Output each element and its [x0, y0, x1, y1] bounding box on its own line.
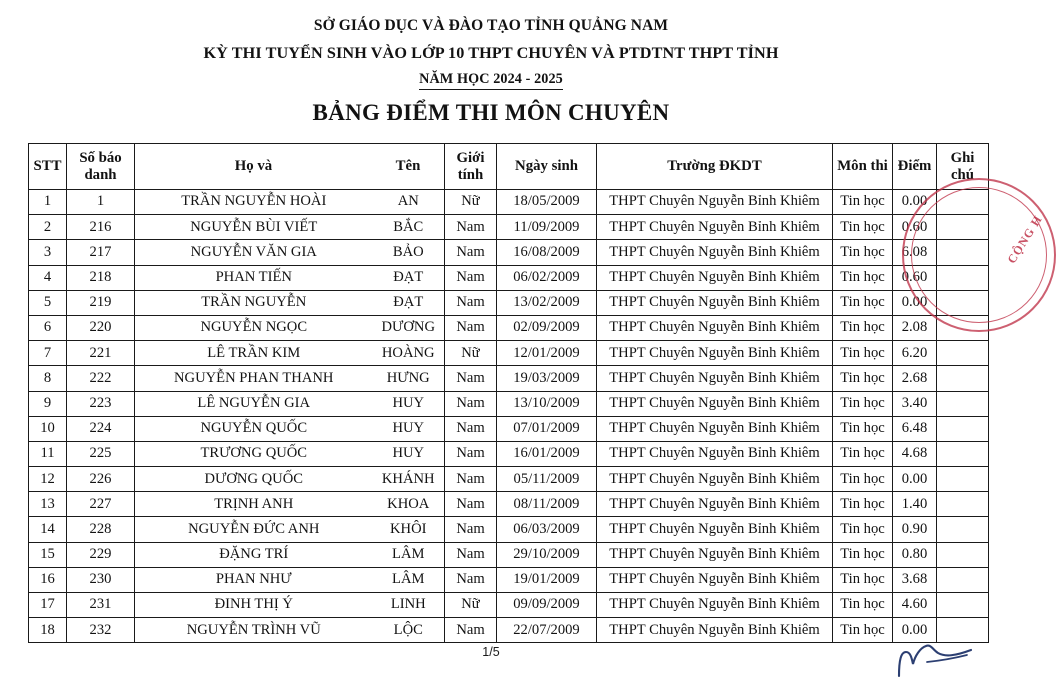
col-header-gender-line1: Giới	[456, 149, 485, 166]
cell-gender: Nam	[445, 366, 497, 391]
cell-subject: Tin học	[833, 618, 893, 643]
cell-school: THPT Chuyên Nguyễn Bỉnh Khiêm	[597, 542, 833, 567]
cell-gender: Nam	[445, 492, 497, 517]
cell-note	[937, 441, 989, 466]
cell-sbd: 227	[67, 492, 135, 517]
cell-note	[937, 215, 989, 240]
table-row	[29, 366, 989, 391]
cell-subject: Tin học	[833, 265, 893, 290]
cell-given-name: LÂM	[373, 567, 445, 592]
table-row	[29, 467, 989, 492]
table-row	[29, 265, 989, 290]
col-header-gender-line2: tính	[457, 166, 484, 183]
cell-birthdate: 16/08/2009	[497, 240, 597, 265]
cell-given-name: ĐẠT	[373, 290, 445, 315]
cell-gender: Nam	[445, 567, 497, 592]
cell-birthdate: 19/03/2009	[497, 366, 597, 391]
cell-gender: Nam	[445, 618, 497, 643]
cell-score: 0.90	[893, 517, 937, 542]
col-header-note	[937, 144, 989, 190]
cell-given-name: KHÔI	[373, 517, 445, 542]
cell-birthdate: 07/01/2009	[497, 416, 597, 441]
cell-note	[937, 290, 989, 315]
cell-gender: Nam	[445, 240, 497, 265]
cell-birthdate: 05/11/2009	[497, 467, 597, 492]
cell-family-name: TRỊNH ANH	[135, 492, 373, 517]
cell-subject: Tin học	[833, 315, 893, 340]
cell-family-name: NGUYỄN NGỌC	[135, 315, 373, 340]
cell-stt: 4	[29, 265, 67, 290]
cell-stt: 3	[29, 240, 67, 265]
cell-gender: Nam	[445, 517, 497, 542]
cell-sbd: 223	[67, 391, 135, 416]
cell-score: 0.00	[893, 618, 937, 643]
cell-given-name: LINH	[373, 593, 445, 618]
cell-stt: 2	[29, 215, 67, 240]
col-header-note-line2: chú	[950, 166, 975, 183]
table-row	[29, 215, 989, 240]
cell-gender: Nam	[445, 542, 497, 567]
cell-score: 0.00	[893, 190, 937, 215]
cell-birthdate: 13/10/2009	[497, 391, 597, 416]
table-header-row	[29, 144, 989, 190]
cell-sbd: 229	[67, 542, 135, 567]
cell-given-name: ĐẠT	[373, 265, 445, 290]
cell-subject: Tin học	[833, 441, 893, 466]
cell-birthdate: 02/09/2009	[497, 315, 597, 340]
table-row	[29, 416, 989, 441]
cell-gender: Nam	[445, 391, 497, 416]
cell-given-name: LÂM	[373, 542, 445, 567]
table-header	[29, 144, 989, 190]
page-title: BẢNG ĐIỂM THI MÔN CHUYÊN	[312, 99, 670, 125]
cell-family-name: LÊ NGUYỄN GIA	[135, 391, 373, 416]
cell-given-name: LỘC	[373, 618, 445, 643]
cell-birthdate: 29/10/2009	[497, 542, 597, 567]
cell-school: THPT Chuyên Nguyễn Bỉnh Khiêm	[597, 467, 833, 492]
cell-stt: 17	[29, 593, 67, 618]
cell-given-name: KHÁNH	[373, 467, 445, 492]
cell-school: THPT Chuyên Nguyễn Bỉnh Khiêm	[597, 416, 833, 441]
cell-sbd: 221	[67, 341, 135, 366]
cell-given-name: HƯNG	[373, 366, 445, 391]
cell-gender: Nữ	[445, 341, 497, 366]
cell-sbd: 231	[67, 593, 135, 618]
cell-note	[937, 315, 989, 340]
cell-gender: Nam	[445, 441, 497, 466]
cell-note	[937, 467, 989, 492]
cell-subject: Tin học	[833, 517, 893, 542]
cell-score: 6.08	[893, 240, 937, 265]
cell-sbd: 232	[67, 618, 135, 643]
official-stamp-text: CỘNG H	[1004, 212, 1045, 266]
cell-sbd: 222	[67, 366, 135, 391]
col-header-gender	[445, 144, 497, 190]
col-header-score: Điểm	[893, 144, 937, 190]
school-year-wrap	[0, 61, 982, 90]
cell-note	[937, 567, 989, 592]
cell-family-name: TRẦN NGUYỄN	[135, 290, 373, 315]
cell-note	[937, 492, 989, 517]
cell-sbd: 219	[67, 290, 135, 315]
col-header-school: Trường ĐKDT	[597, 144, 833, 190]
cell-stt: 5	[29, 290, 67, 315]
cell-school: THPT Chuyên Nguyễn Bỉnh Khiêm	[597, 618, 833, 643]
col-header-sbd-line1: Số báo	[79, 149, 122, 166]
cell-school: THPT Chuyên Nguyễn Bỉnh Khiêm	[597, 492, 833, 517]
cell-given-name: HUY	[373, 441, 445, 466]
cell-school: THPT Chuyên Nguyễn Bỉnh Khiêm	[597, 441, 833, 466]
table-row	[29, 517, 989, 542]
table-row	[29, 542, 989, 567]
table-row	[29, 391, 989, 416]
cell-stt: 10	[29, 416, 67, 441]
cell-family-name: PHAN TIẾN	[135, 265, 373, 290]
cell-family-name: NGUYỄN VĂN GIA	[135, 240, 373, 265]
cell-stt: 9	[29, 391, 67, 416]
table-row	[29, 341, 989, 366]
cell-birthdate: 08/11/2009	[497, 492, 597, 517]
cell-stt: 1	[29, 190, 67, 215]
cell-given-name: KHOA	[373, 492, 445, 517]
cell-school: THPT Chuyên Nguyễn Bỉnh Khiêm	[597, 366, 833, 391]
cell-sbd: 228	[67, 517, 135, 542]
cell-birthdate: 11/09/2009	[497, 215, 597, 240]
cell-subject: Tin học	[833, 290, 893, 315]
cell-family-name: LÊ TRẦN KIM	[135, 341, 373, 366]
department-name: SỞ GIÁO DỤC VÀ ĐÀO TẠO TỈNH QUẢNG NAM	[313, 17, 669, 34]
cell-note	[937, 265, 989, 290]
cell-note	[937, 391, 989, 416]
cell-score: 2.08	[893, 315, 937, 340]
table-row	[29, 315, 989, 340]
page-number: 1/5	[482, 645, 500, 659]
cell-gender: Nam	[445, 265, 497, 290]
cell-school: THPT Chuyên Nguyễn Bỉnh Khiêm	[597, 190, 833, 215]
cell-school: THPT Chuyên Nguyễn Bỉnh Khiêm	[597, 593, 833, 618]
cell-subject: Tin học	[833, 567, 893, 592]
cell-school: THPT Chuyên Nguyễn Bỉnh Khiêm	[597, 265, 833, 290]
cell-gender: Nữ	[445, 190, 497, 215]
cell-given-name: BẮC	[373, 215, 445, 240]
cell-score: 0.00	[893, 467, 937, 492]
cell-birthdate: 19/01/2009	[497, 567, 597, 592]
document-header	[0, 12, 982, 126]
cell-sbd: 218	[67, 265, 135, 290]
col-header-sbd	[67, 144, 135, 190]
cell-subject: Tin học	[833, 416, 893, 441]
col-header-fullname	[135, 144, 445, 190]
cell-stt: 11	[29, 441, 67, 466]
school-year: NĂM HỌC 2024 - 2025	[419, 72, 563, 90]
cell-school: THPT Chuyên Nguyễn Bỉnh Khiêm	[597, 240, 833, 265]
col-header-sbd-line2: danh	[84, 166, 117, 183]
cell-score: 4.68	[893, 441, 937, 466]
table-row	[29, 492, 989, 517]
grades-table-container	[28, 143, 975, 643]
cell-subject: Tin học	[833, 593, 893, 618]
table-row	[29, 441, 989, 466]
cell-birthdate: 22/07/2009	[497, 618, 597, 643]
cell-school: THPT Chuyên Nguyễn Bỉnh Khiêm	[597, 567, 833, 592]
cell-score: 3.68	[893, 567, 937, 592]
cell-family-name: PHAN NHƯ	[135, 567, 373, 592]
col-header-birthdate: Ngày sinh	[497, 144, 597, 190]
cell-family-name: TRƯƠNG QUỐC	[135, 441, 373, 466]
cell-stt: 7	[29, 341, 67, 366]
cell-score: 4.60	[893, 593, 937, 618]
exam-name: KỲ THI TUYỂN SINH VÀO LỚP 10 THPT CHUYÊN VÀ PTDTNT THPT TỈNH	[203, 43, 779, 62]
cell-given-name: BẢO	[373, 240, 445, 265]
cell-given-name: DƯƠNG	[373, 315, 445, 340]
cell-note	[937, 593, 989, 618]
cell-stt: 12	[29, 467, 67, 492]
cell-given-name: AN	[373, 190, 445, 215]
cell-sbd: 224	[67, 416, 135, 441]
cell-subject: Tin học	[833, 467, 893, 492]
cell-family-name: ĐẶNG TRÍ	[135, 542, 373, 567]
cell-subject: Tin học	[833, 366, 893, 391]
cell-gender: Nữ	[445, 593, 497, 618]
cell-gender: Nam	[445, 467, 497, 492]
cell-given-name: HOÀNG	[373, 341, 445, 366]
cell-stt: 14	[29, 517, 67, 542]
cell-school: THPT Chuyên Nguyễn Bỉnh Khiêm	[597, 391, 833, 416]
cell-gender: Nam	[445, 315, 497, 340]
cell-score: 3.40	[893, 391, 937, 416]
cell-score: 0.60	[893, 265, 937, 290]
cell-birthdate: 16/01/2009	[497, 441, 597, 466]
cell-subject: Tin học	[833, 542, 893, 567]
cell-family-name: NGUYỄN QUỐC	[135, 416, 373, 441]
cell-school: THPT Chuyên Nguyễn Bỉnh Khiêm	[597, 215, 833, 240]
cell-subject: Tin học	[833, 492, 893, 517]
table-row	[29, 290, 989, 315]
cell-gender: Nam	[445, 290, 497, 315]
cell-stt: 16	[29, 567, 67, 592]
cell-sbd: 216	[67, 215, 135, 240]
cell-subject: Tin học	[833, 341, 893, 366]
cell-birthdate: 13/02/2009	[497, 290, 597, 315]
cell-sbd: 230	[67, 567, 135, 592]
cell-subject: Tin học	[833, 190, 893, 215]
cell-school: THPT Chuyên Nguyễn Bỉnh Khiêm	[597, 315, 833, 340]
cell-stt: 18	[29, 618, 67, 643]
cell-school: THPT Chuyên Nguyễn Bỉnh Khiêm	[597, 517, 833, 542]
col-header-hova: Họ và	[234, 157, 273, 174]
cell-stt: 13	[29, 492, 67, 517]
cell-family-name: ĐINH THỊ Ý	[135, 593, 373, 618]
cell-note	[937, 240, 989, 265]
cell-note	[937, 341, 989, 366]
cell-score: 0.80	[893, 542, 937, 567]
cell-note	[937, 190, 989, 215]
cell-birthdate: 09/09/2009	[497, 593, 597, 618]
cell-score: 6.20	[893, 341, 937, 366]
cell-school: THPT Chuyên Nguyễn Bỉnh Khiêm	[597, 290, 833, 315]
cell-birthdate: 06/03/2009	[497, 517, 597, 542]
cell-sbd: 217	[67, 240, 135, 265]
cell-note	[937, 542, 989, 567]
cell-given-name: HUY	[373, 416, 445, 441]
col-header-subject: Môn thi	[833, 144, 893, 190]
cell-family-name: TRẦN NGUYỄN HOÀI	[135, 190, 373, 215]
cell-birthdate: 12/01/2009	[497, 341, 597, 366]
cell-stt: 15	[29, 542, 67, 567]
cell-stt: 8	[29, 366, 67, 391]
cell-gender: Nam	[445, 416, 497, 441]
cell-school: THPT Chuyên Nguyễn Bỉnh Khiêm	[597, 341, 833, 366]
cell-score: 2.68	[893, 366, 937, 391]
cell-family-name: NGUYỄN ĐỨC ANH	[135, 517, 373, 542]
col-header-note-line1: Ghi	[950, 149, 975, 166]
cell-family-name: NGUYỄN PHAN THANH	[135, 366, 373, 391]
cell-score: 0.60	[893, 215, 937, 240]
table-row	[29, 240, 989, 265]
col-header-ten: Tên	[395, 157, 421, 174]
table-row	[29, 618, 989, 643]
cell-note	[937, 517, 989, 542]
cell-stt: 6	[29, 315, 67, 340]
col-header-stt: STT	[29, 144, 67, 190]
cell-score: 0.00	[893, 290, 937, 315]
cell-sbd: 1	[67, 190, 135, 215]
cell-given-name: HUY	[373, 391, 445, 416]
cell-note	[937, 416, 989, 441]
cell-family-name: NGUYỄN TRÌNH VŨ	[135, 618, 373, 643]
table-row	[29, 190, 989, 215]
cell-sbd: 226	[67, 467, 135, 492]
cell-score: 6.48	[893, 416, 937, 441]
cell-gender: Nam	[445, 215, 497, 240]
cell-family-name: DƯƠNG QUỐC	[135, 467, 373, 492]
cell-birthdate: 18/05/2009	[497, 190, 597, 215]
cell-sbd: 225	[67, 441, 135, 466]
cell-score: 1.40	[893, 492, 937, 517]
cell-subject: Tin học	[833, 215, 893, 240]
cell-note	[937, 366, 989, 391]
table-body	[29, 190, 989, 643]
cell-birthdate: 06/02/2009	[497, 265, 597, 290]
grades-table	[28, 143, 989, 643]
table-row	[29, 593, 989, 618]
cell-subject: Tin học	[833, 391, 893, 416]
cell-subject: Tin học	[833, 240, 893, 265]
table-row	[29, 567, 989, 592]
cell-family-name: NGUYỄN BÙI VIẾT	[135, 215, 373, 240]
cell-note	[937, 618, 989, 643]
cell-sbd: 220	[67, 315, 135, 340]
